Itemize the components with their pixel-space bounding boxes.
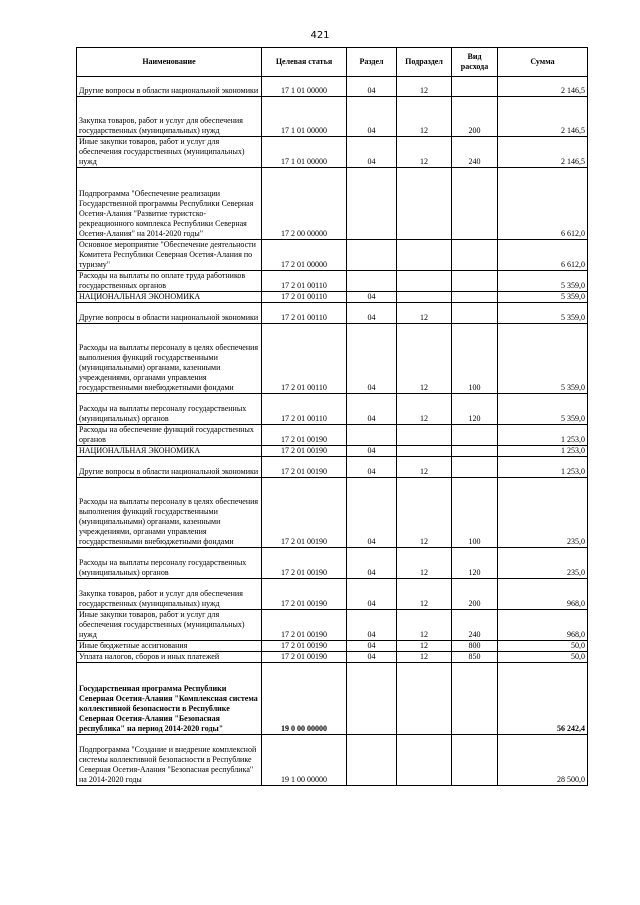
table-row: [77, 425, 588, 446]
table-row: [77, 240, 588, 271]
cell-subsection: [397, 240, 452, 271]
cell-subsection: 12: [397, 457, 452, 478]
cell-name: Расходы на выплаты по оплате труда работников государственных органов: [77, 271, 262, 292]
table-row: [77, 292, 588, 303]
table-row: [77, 663, 588, 735]
cell-expense-type: [452, 663, 498, 735]
table-row: [77, 457, 588, 478]
table-header-row: [77, 48, 588, 77]
cell-sum: 6 612,0: [498, 240, 588, 271]
cell-target: 17 2 01 00110: [262, 292, 347, 303]
cell-subsection: 12: [397, 324, 452, 394]
cell-target: 17 2 01 00190: [262, 425, 347, 446]
cell-target: 17 1 01 00000: [262, 97, 347, 137]
cell-expense-type: 100: [452, 478, 498, 548]
cell-expense-type: [452, 446, 498, 457]
cell-target: 19 1 00 00000: [262, 735, 347, 786]
column-header-target: Целевая статья: [262, 48, 347, 77]
cell-expense-type: 100: [452, 324, 498, 394]
cell-subsection: 12: [397, 77, 452, 97]
cell-sum: 5 359,0: [498, 303, 588, 324]
cell-section: [347, 240, 397, 271]
cell-name: Расходы на выплаты персоналу государственных (муниципальных) органов: [77, 548, 262, 579]
cell-expense-type: [452, 292, 498, 303]
cell-target: 17 2 01 00000: [262, 240, 347, 271]
column-header-subsection: Подраздел: [397, 48, 452, 77]
cell-section: 04: [347, 292, 397, 303]
cell-sum: 5 359,0: [498, 324, 588, 394]
cell-target: 17 1 01 00000: [262, 137, 347, 168]
cell-sum: 2 146,5: [498, 97, 588, 137]
cell-sum: 1 253,0: [498, 446, 588, 457]
cell-target: 17 2 01 00110: [262, 303, 347, 324]
table-row: [77, 394, 588, 425]
cell-name: Государственная программа Республики Северная Осетия-Алания "Комплексная система коллективной безопасности в Республике Северная Осетия-Алания "Безопасная республика" на период 2014-2020 годы": [77, 663, 262, 735]
cell-subsection: 12: [397, 478, 452, 548]
column-header-name: Наименование: [77, 48, 262, 77]
column-header-expense-type: Вид расхода: [452, 48, 498, 77]
cell-expense-type: [452, 425, 498, 446]
cell-sum: 50,0: [498, 652, 588, 663]
cell-section: 04: [347, 446, 397, 457]
cell-expense-type: 200: [452, 97, 498, 137]
cell-expense-type: [452, 168, 498, 240]
column-header-sum: Сумма: [498, 48, 588, 77]
table-row: [77, 303, 588, 324]
cell-name: Подпрограмма "Создание и внедрение комплексной системы коллективной безопасности в Республике Северная Осетия-Алания "Безопасная республика" на 2014-2020 годы: [77, 735, 262, 786]
cell-expense-type: 240: [452, 610, 498, 641]
cell-section: 04: [347, 137, 397, 168]
cell-target: 19 0 00 00000: [262, 663, 347, 735]
cell-name: Закупка товаров, работ и услуг для обеспечения государственных (муниципальных) нужд: [77, 97, 262, 137]
cell-expense-type: [452, 735, 498, 786]
budget-table: [76, 47, 588, 786]
cell-subsection: 12: [397, 303, 452, 324]
cell-name: Закупка товаров, работ и услуг для обеспечения государственных (муниципальных) нужд: [77, 579, 262, 610]
cell-expense-type: 240: [452, 137, 498, 168]
cell-sum: 28 500,0: [498, 735, 588, 786]
cell-subsection: [397, 446, 452, 457]
table-row: [77, 548, 588, 579]
cell-target: 17 2 01 00190: [262, 579, 347, 610]
cell-name: Другие вопросы в области национальной экономики: [77, 77, 262, 97]
cell-name: Уплата налогов, сборов и иных платежей: [77, 652, 262, 663]
cell-subsection: 12: [397, 137, 452, 168]
cell-target: 17 2 01 00190: [262, 457, 347, 478]
table-row: [77, 168, 588, 240]
cell-subsection: [397, 735, 452, 786]
cell-name: Подпрограмма "Обеспечение реализации Государственной программы Республики Северная Осетия-Алания "Развитие туристско-рекреационного комплекса Республики Северная Осетия-Алания" на 2014-2020 годы": [77, 168, 262, 240]
cell-expense-type: [452, 240, 498, 271]
table-row: [77, 446, 588, 457]
cell-name: Расходы на выплаты персоналу государственных (муниципальных) органов: [77, 394, 262, 425]
cell-expense-type: 200: [452, 579, 498, 610]
cell-subsection: [397, 271, 452, 292]
cell-sum: 5 359,0: [498, 394, 588, 425]
cell-section: 04: [347, 457, 397, 478]
cell-section: 04: [347, 97, 397, 137]
table-row: [77, 735, 588, 786]
cell-section: 04: [347, 579, 397, 610]
cell-sum: 235,0: [498, 478, 588, 548]
cell-target: 17 2 01 00190: [262, 446, 347, 457]
cell-section: [347, 663, 397, 735]
cell-section: 04: [347, 394, 397, 425]
cell-target: 17 2 01 00110: [262, 324, 347, 394]
cell-sum: 2 146,5: [498, 77, 588, 97]
cell-subsection: 12: [397, 394, 452, 425]
cell-target: 17 2 01 00110: [262, 271, 347, 292]
cell-subsection: [397, 292, 452, 303]
cell-subsection: 12: [397, 548, 452, 579]
table-row: [77, 137, 588, 168]
cell-section: 04: [347, 478, 397, 548]
cell-expense-type: 120: [452, 394, 498, 425]
cell-section: 04: [347, 641, 397, 652]
cell-section: [347, 425, 397, 446]
cell-target: 17 2 01 00190: [262, 548, 347, 579]
cell-target: 17 2 01 00190: [262, 610, 347, 641]
cell-target: 17 2 01 00190: [262, 478, 347, 548]
cell-sum: 1 253,0: [498, 457, 588, 478]
table-row: [77, 579, 588, 610]
cell-name: Иные бюджетные ассигнования: [77, 641, 262, 652]
cell-section: 04: [347, 324, 397, 394]
cell-section: [347, 735, 397, 786]
cell-expense-type: [452, 457, 498, 478]
cell-expense-type: [452, 77, 498, 97]
table-row: [77, 641, 588, 652]
cell-expense-type: [452, 271, 498, 292]
cell-sum: 2 146,5: [498, 137, 588, 168]
cell-name: НАЦИОНАЛЬНАЯ ЭКОНОМИКА: [77, 446, 262, 457]
table-row: [77, 324, 588, 394]
cell-subsection: 12: [397, 579, 452, 610]
cell-sum: 5 359,0: [498, 292, 588, 303]
cell-name: Другие вопросы в области национальной экономики: [77, 457, 262, 478]
cell-sum: 235,0: [498, 548, 588, 579]
cell-name: Иные закупки товаров, работ и услуг для обеспечения государственных (муниципальных) нужд: [77, 137, 262, 168]
cell-target: 17 1 01 00000: [262, 77, 347, 97]
cell-subsection: 12: [397, 641, 452, 652]
cell-sum: 968,0: [498, 579, 588, 610]
cell-sum: 5 359,0: [498, 271, 588, 292]
cell-sum: 6 612,0: [498, 168, 588, 240]
cell-target: 17 2 01 00110: [262, 394, 347, 425]
cell-name: Расходы на обеспечение функций государственных органов: [77, 425, 262, 446]
cell-name: Основное мероприятие "Обеспечение деятельности Комитета Республики Северная Осетия-Алания по туризму": [77, 240, 262, 271]
cell-sum: 1 253,0: [498, 425, 588, 446]
cell-section: 04: [347, 548, 397, 579]
cell-expense-type: [452, 303, 498, 324]
cell-target: 17 2 01 00190: [262, 641, 347, 652]
cell-target: 17 2 00 00000: [262, 168, 347, 240]
cell-subsection: [397, 168, 452, 240]
cell-name: Расходы на выплаты персоналу в целях обеспечения выполнения функций государственными (муниципальными) органами, казенными учреждениями, органами управления государственными внебюджетными фондами: [77, 478, 262, 548]
cell-sum: 50,0: [498, 641, 588, 652]
cell-section: 04: [347, 652, 397, 663]
cell-target: 17 2 01 00190: [262, 652, 347, 663]
cell-subsection: 12: [397, 652, 452, 663]
cell-expense-type: 850: [452, 652, 498, 663]
table-row: [77, 77, 588, 97]
page-number: 421: [310, 30, 330, 41]
cell-section: 04: [347, 303, 397, 324]
table-row: [77, 97, 588, 137]
cell-expense-type: 120: [452, 548, 498, 579]
cell-name: Иные закупки товаров, работ и услуг для обеспечения государственных (муниципальных) нужд: [77, 610, 262, 641]
cell-sum: 968,0: [498, 610, 588, 641]
column-header-section: Раздел: [347, 48, 397, 77]
cell-sum: 56 242,4: [498, 663, 588, 735]
cell-section: [347, 271, 397, 292]
cell-subsection: 12: [397, 97, 452, 137]
table-row: [77, 271, 588, 292]
cell-section: 04: [347, 77, 397, 97]
cell-subsection: 12: [397, 610, 452, 641]
cell-section: 04: [347, 610, 397, 641]
table-row: [77, 652, 588, 663]
cell-expense-type: 800: [452, 641, 498, 652]
table-row: [77, 610, 588, 641]
cell-section: [347, 168, 397, 240]
cell-subsection: [397, 425, 452, 446]
cell-name: Другие вопросы в области национальной экономики: [77, 303, 262, 324]
table-row: [77, 478, 588, 548]
cell-subsection: [397, 663, 452, 735]
cell-name: НАЦИОНАЛЬНАЯ ЭКОНОМИКА: [77, 292, 262, 303]
cell-name: Расходы на выплаты персоналу в целях обеспечения выполнения функций государственными (муниципальными) органами, казенными учреждениями, органами управления государственными внебюджетными фондами: [77, 324, 262, 394]
